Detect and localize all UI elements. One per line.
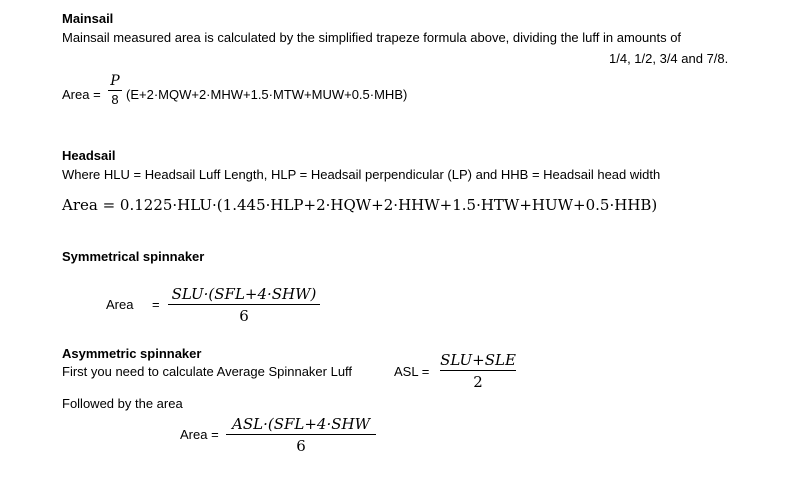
symmetrical-denominator: 6 [239, 307, 249, 325]
symmetrical-equals: = [152, 297, 160, 312]
headsail-heading: Headsail [62, 148, 116, 163]
asymmetric-spinnaker-heading: Asymmetric spinnaker [62, 346, 202, 361]
headsail-description: Where HLU = Headsail Luff Length, HLP = Headsail perpendicular (LP) and HHB = Headsail head width [62, 167, 661, 182]
headsail-formula: Area = 0.1225·HLU·(1.445·HLP+2·HQW+2·HHW+1.5·HTW+HUW+0.5·HHB) [62, 196, 658, 214]
symmetrical-area-label: Area [106, 297, 134, 312]
mainsail-description-line2: 1/4, 1/2, 3/4 and 7/8. [609, 51, 729, 66]
asymmetric-intro: First you need to calculate Average Spinnaker Luff [62, 364, 353, 379]
asl-label: ASL = [394, 364, 430, 379]
mainsail-description-line1: Mainsail measured area is calculated by the simplified trapeze formula above, dividing the luff in amounts of [62, 30, 682, 45]
mainsail-fraction [108, 72, 122, 109]
mainsail-expression: (E+2·MQW+2·MHW+1.5·MTW+MUW+0.5·MHB) [126, 87, 408, 102]
mainsail-fraction-numerator: P [110, 73, 120, 89]
symmetrical-fraction [168, 284, 320, 327]
mainsail-heading: Mainsail [62, 11, 114, 26]
symmetrical-spinnaker-heading: Symmetrical spinnaker [62, 249, 205, 264]
asymmetric-denominator: 6 [296, 437, 306, 455]
asymmetric-numerator: ASL·(SFL+4·SHW [232, 415, 370, 433]
asl-denominator: 2 [473, 373, 483, 391]
asymmetric-followed-text: Followed by the area [62, 396, 183, 411]
asymmetric-area-label: Area = [180, 427, 219, 442]
mainsail-fraction-denominator: 8 [111, 92, 119, 107]
asymmetric-fraction [226, 414, 376, 457]
asl-fraction [440, 350, 516, 393]
symmetrical-numerator: SLU·(SFL+4·SHW) [171, 285, 317, 303]
mainsail-area-label: Area = [62, 87, 101, 102]
asl-numerator: SLU+SLE [440, 351, 516, 369]
